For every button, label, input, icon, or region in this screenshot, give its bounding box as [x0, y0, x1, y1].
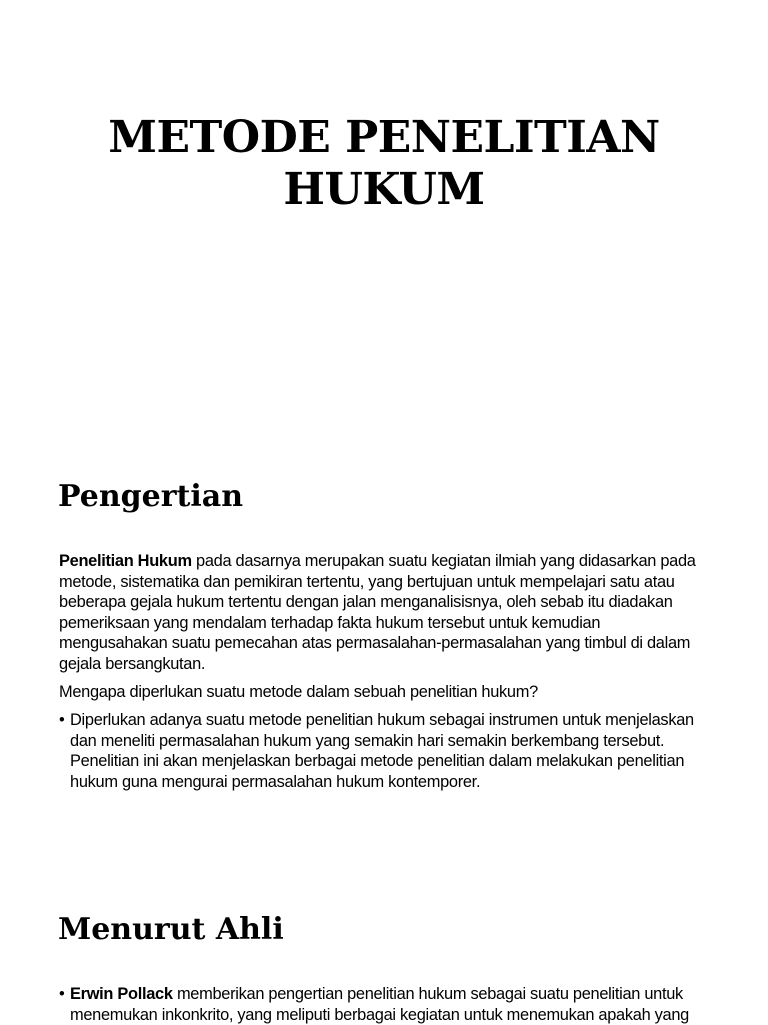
title-line-2: HUKUM	[283, 164, 485, 215]
list-item: • Diperlukan adanya suatu metode penelitian hukum sebagai instrumen untuk menjelaskan dan meneliti permasalahan hukum yang semakin hari semakin berkembang tersebut. Penelitian ini akan menjelaskan berbagai metode penelitian dalam melakukan penelitian hukum guna mengurai permasalahan hukum kontemporer.	[59, 710, 699, 792]
slide-title	[60, 112, 708, 216]
expert-name: Erwin Pollack	[70, 985, 173, 1003]
heading-menurut-ahli: Menurut Ahli	[58, 912, 284, 947]
definition-text: pada dasarnya merupakan suatu kegiatan ilmiah yang didasarkan pada metode, sistematika dan pemikiran tertentu, yang bertujuan untuk mempelajari satu atau beberapa gejala hukum tertentu dengan jalan menganalisisnya, oleh sebab itu diadakan pemeriksaan yang mendalam terhadap fakta hukum tersebut untuk kemudian mengusahakan suatu pemecahan atas permasalahan-permasalahan yang timbul di dalam gejala bersangkutan.	[59, 552, 696, 673]
ahli-bullet-list	[59, 984, 699, 1025]
expert-text: memberikan pengertian penelitian hukum sebagai suatu penelitian untuk menemukan inkonkrito, yang meliputi berbagai kegiatan untuk menemukan apakah yang	[70, 985, 689, 1024]
pengertian-bullet-list	[59, 710, 699, 792]
heading-pengertian: Pengertian	[58, 479, 244, 514]
definition-paragraph	[59, 551, 699, 675]
question-paragraph	[59, 682, 699, 703]
list-item	[59, 984, 699, 1025]
definition-term: Penelitian Hukum	[59, 552, 192, 570]
title-line-1: METODE PENELITIAN	[108, 112, 660, 163]
question-text: Mengapa diperlukan suatu metode dalam sebuah penelitian hukum?	[59, 683, 538, 701]
